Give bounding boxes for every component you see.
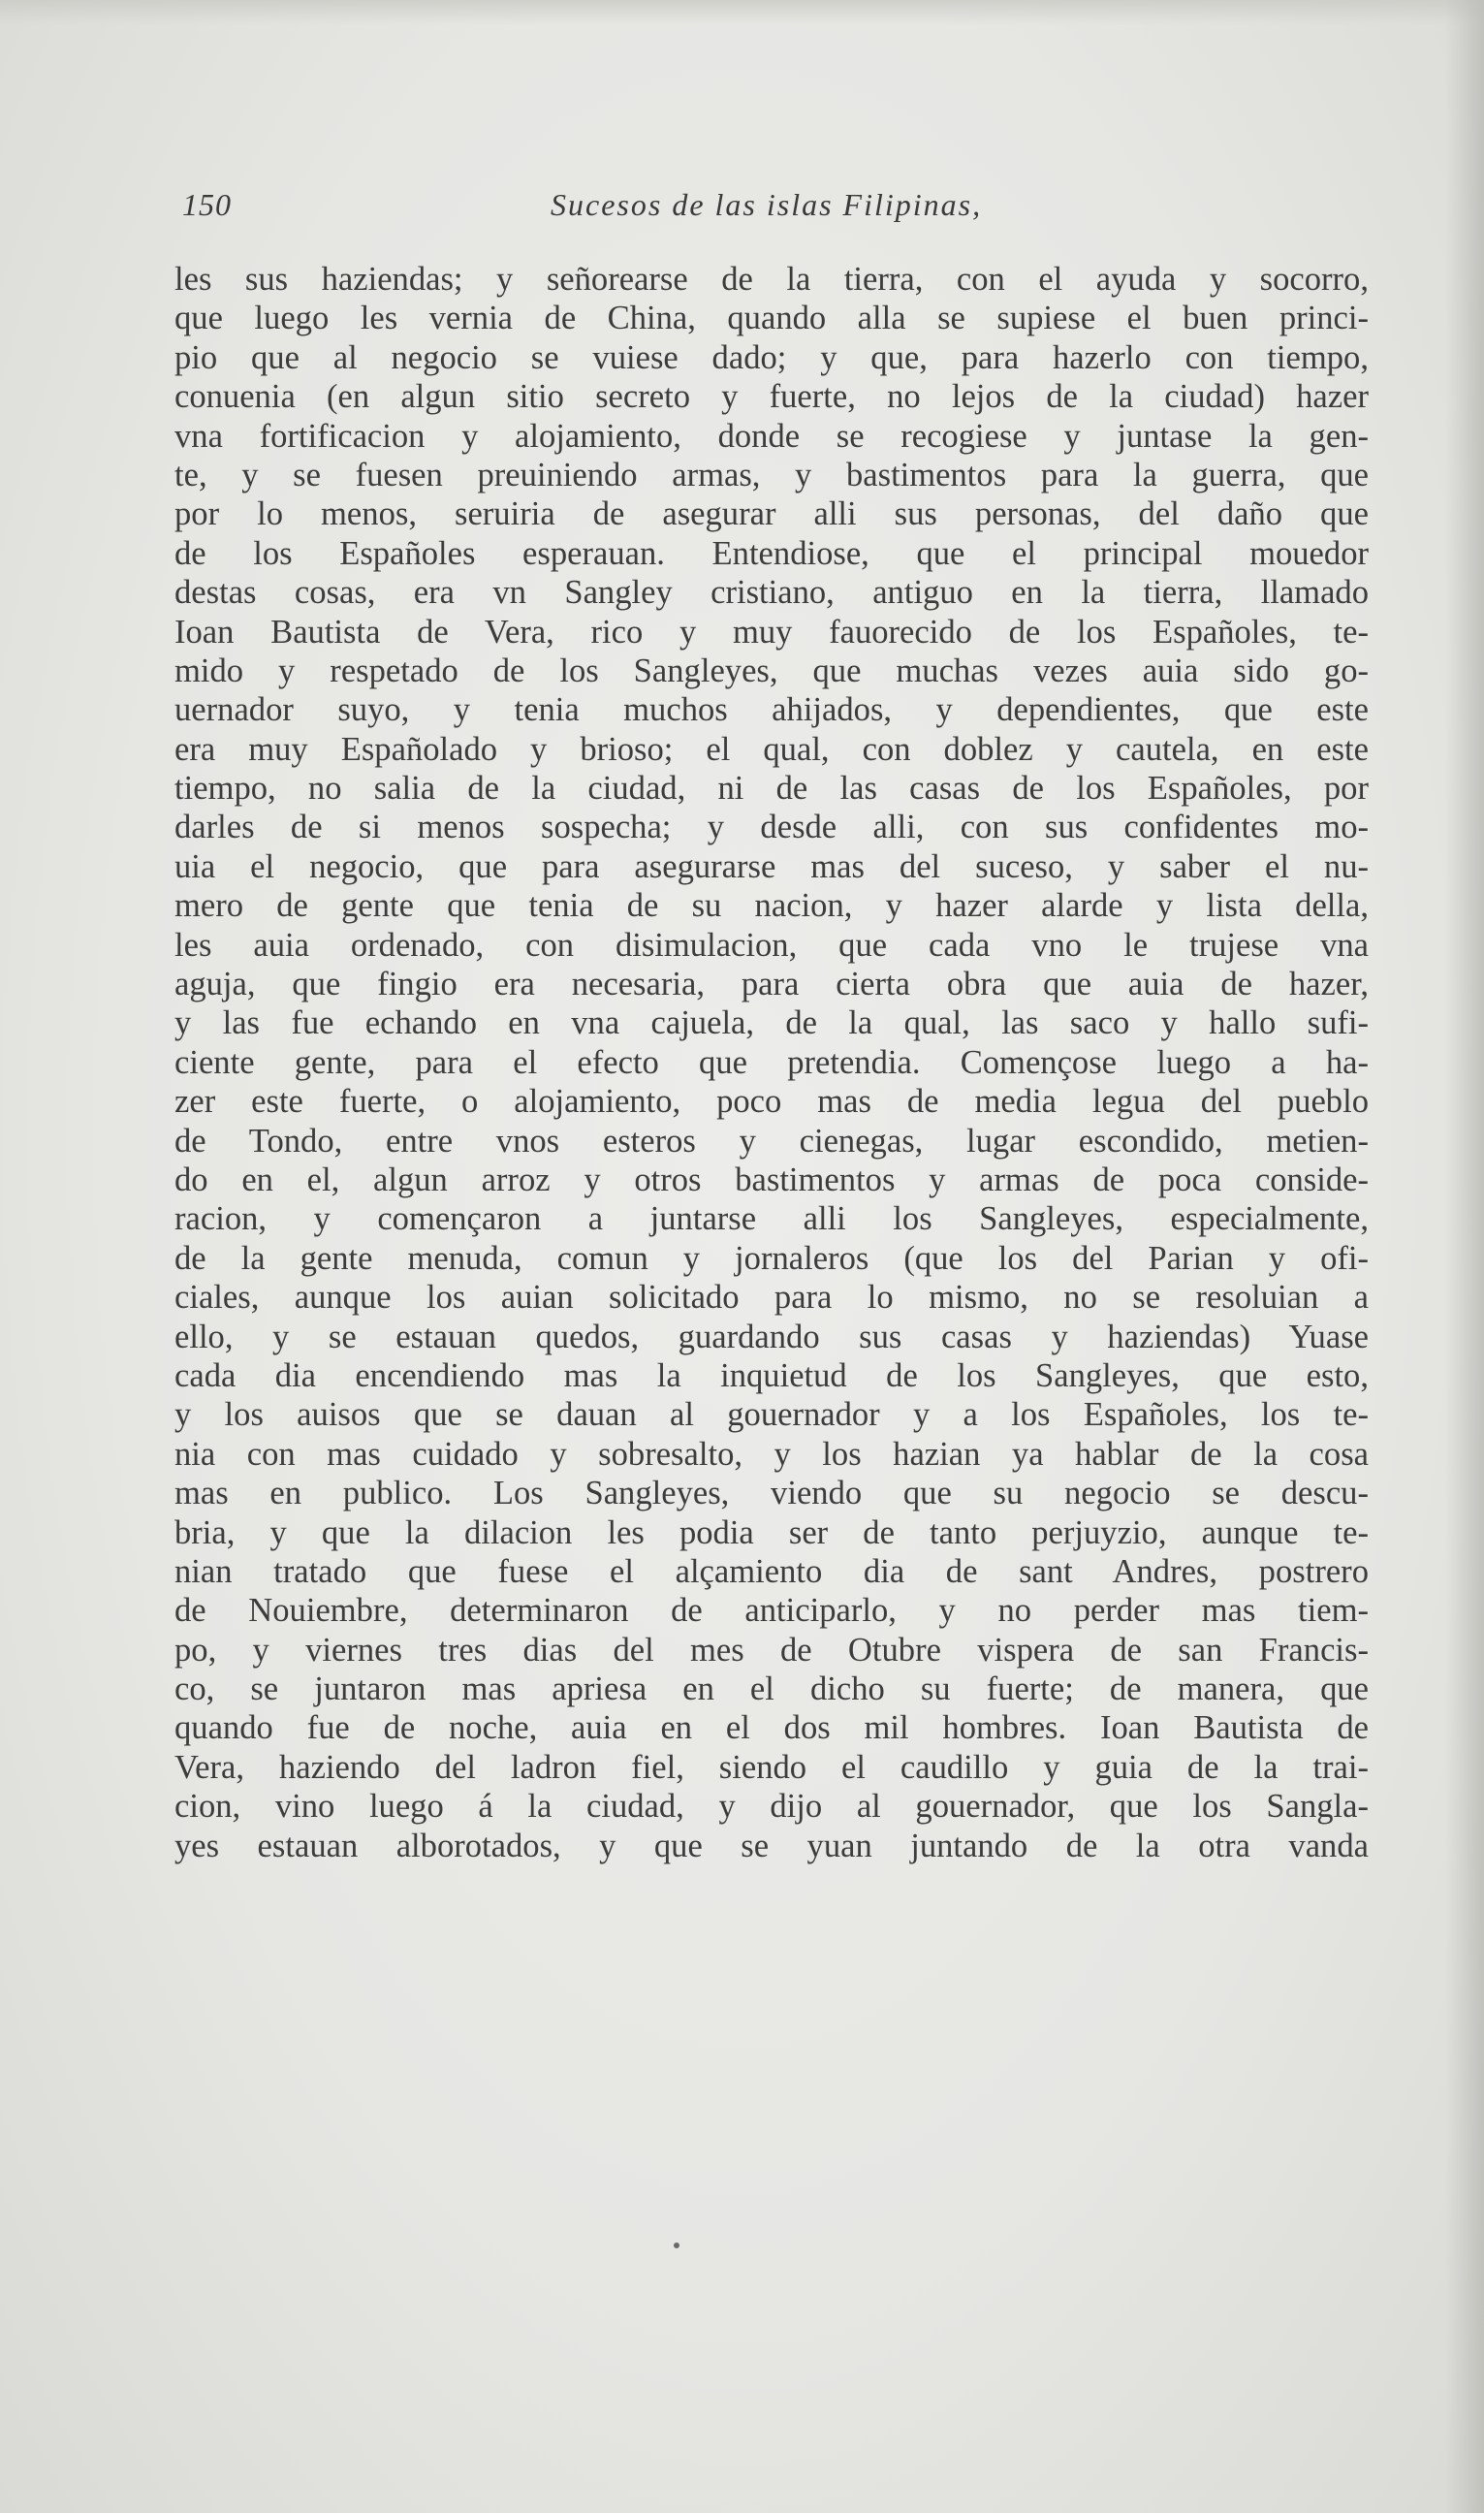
text-line: co, se juntaron mas apriesa en el dicho su fuerte; de manera, que xyxy=(174,1670,1369,1708)
running-head xyxy=(182,179,1370,228)
text-line: po, y viernes tres dias del mes de Otubre vispera de san Francis- xyxy=(174,1631,1369,1669)
text-line: darles de si menos sospecha; y desde alli, con sus confidentes mo- xyxy=(174,809,1369,846)
text-line: ello, y se estauan quedos, guardando sus casas y haziendas) Yuase xyxy=(174,1318,1369,1355)
text-line: uia el negocio, que para asegurarse mas del suceso, y saber el nu- xyxy=(174,847,1369,885)
text-line: yes estauan alborotados, y que se yuan juntando de la otra vanda xyxy=(174,1827,1369,1864)
text-line: Ioan Bautista de Vera, rico y muy fauorecido de los Españoles, te- xyxy=(174,613,1369,651)
text-line: cada dia encendiendo mas la inquietud de los Sangleyes, que esto, xyxy=(174,1356,1369,1394)
text-line: de Tondo, entre vnos esteros y cienegas, lugar escondido, metien- xyxy=(174,1122,1369,1160)
text-line: uernador suyo, y tenia muchos ahijados, y dependientes, que este xyxy=(174,691,1369,729)
text-line: y las fue echando en vna cajuela, de la qual, las saco y hallo sufi- xyxy=(174,1004,1369,1042)
text-line: de Nouiembre, determinaron de anticiparlo, y no perder mas tiem- xyxy=(174,1592,1369,1630)
text-line: zer este fuerte, o alojamiento, poco mas de media legua del pueblo xyxy=(174,1083,1369,1121)
text-line: cion, vino luego á la ciudad, y dijo al gouernador, que los Sangla- xyxy=(174,1788,1369,1826)
text-line: tiempo, no salia de la ciudad, ni de las casas de los Españoles, por xyxy=(174,770,1369,808)
text-line: mido y respetado de los Sangleyes, que muchas vezes auia sido go- xyxy=(174,652,1369,689)
text-line: les sus haziendas; y señorearse de la tierra, con el ayuda y socorro, xyxy=(174,261,1369,298)
text-line: te, y se fuesen preuiniendo armas, y bastimentos para la guerra, que xyxy=(174,456,1369,493)
stray-ink-mark xyxy=(674,2243,679,2248)
text-line: do en el, algun arroz y otros bastimentos y armas de poca conside- xyxy=(174,1161,1369,1198)
text-line: de la gente menuda, comun y jornaleros (que los del Parian y ofi- xyxy=(174,1239,1369,1277)
text-line: destas cosas, era vn Sangley cristiano, antiguo en la tierra, llamado xyxy=(174,574,1369,612)
running-title: Sucesos de las islas Filipinas, xyxy=(551,187,983,222)
text-line: por lo menos, seruiria de asegurar alli sus personas, del daño que xyxy=(174,495,1369,533)
text-line: les auia ordenado, con disimulacion, que cada vno le trujese vna xyxy=(174,926,1369,964)
page-edge-shadow-right xyxy=(1445,0,1484,2513)
text-line: era muy Españolado y brioso; el qual, con doblez y cautela, en este xyxy=(174,730,1369,768)
text-line: pio que al negocio se vuiese dado; y que, para hazerlo con tiempo, xyxy=(174,338,1369,376)
page-number: 150 xyxy=(182,187,232,222)
text-line: nia con mas cuidado y sobresalto, y los hazian ya hablar de la cosa xyxy=(174,1435,1369,1473)
text-line: bria, y que la dilacion les podia ser de tanto perjuyzio, aunque te- xyxy=(174,1513,1369,1551)
text-line: que luego les vernia de China, quando alla se supiese el buen princi- xyxy=(174,300,1369,337)
text-line: y los auisos que se dauan al gouernador y a los Españoles, los te- xyxy=(174,1396,1369,1434)
text-line: ciente gente, para el efecto que pretendia. Començose luego a ha- xyxy=(174,1043,1369,1081)
page-edge-shadow-top xyxy=(0,0,1484,25)
text-line: de los Españoles esperauan. Entendiose, que el principal mouedor xyxy=(174,534,1369,572)
text-line: quando fue de noche, auia en el dos mil hombres. Ioan Bautista de xyxy=(174,1709,1369,1747)
text-line: aguja, que fingio era necesaria, para cierta obra que auia de hazer, xyxy=(174,966,1369,1003)
text-line: mas en publico. Los Sangleyes, viendo que su negocio se descu- xyxy=(174,1475,1369,1512)
text-line: vna fortificacion y alojamiento, donde se recogiese y juntase la gen- xyxy=(174,417,1369,455)
text-line: mero de gente que tenia de su nacion, y hazer alarde y lista della, xyxy=(174,887,1369,925)
text-line: nian tratado que fuese el alçamiento dia de sant Andres, postrero xyxy=(174,1552,1369,1590)
text-line: racion, y començaron a juntarse alli los Sangleyes, especialmente, xyxy=(174,1200,1369,1238)
body-text xyxy=(174,260,1369,1865)
text-line: Vera, haziendo del ladron fiel, siendo el caudillo y guia de la trai- xyxy=(174,1748,1369,1786)
text-line: ciales, aunque los auian solicitado para lo mismo, no se resoluian a xyxy=(174,1279,1369,1317)
text-line: conuenia (en algun sitio secreto y fuerte, no lejos de la ciudad) hazer xyxy=(174,378,1369,416)
